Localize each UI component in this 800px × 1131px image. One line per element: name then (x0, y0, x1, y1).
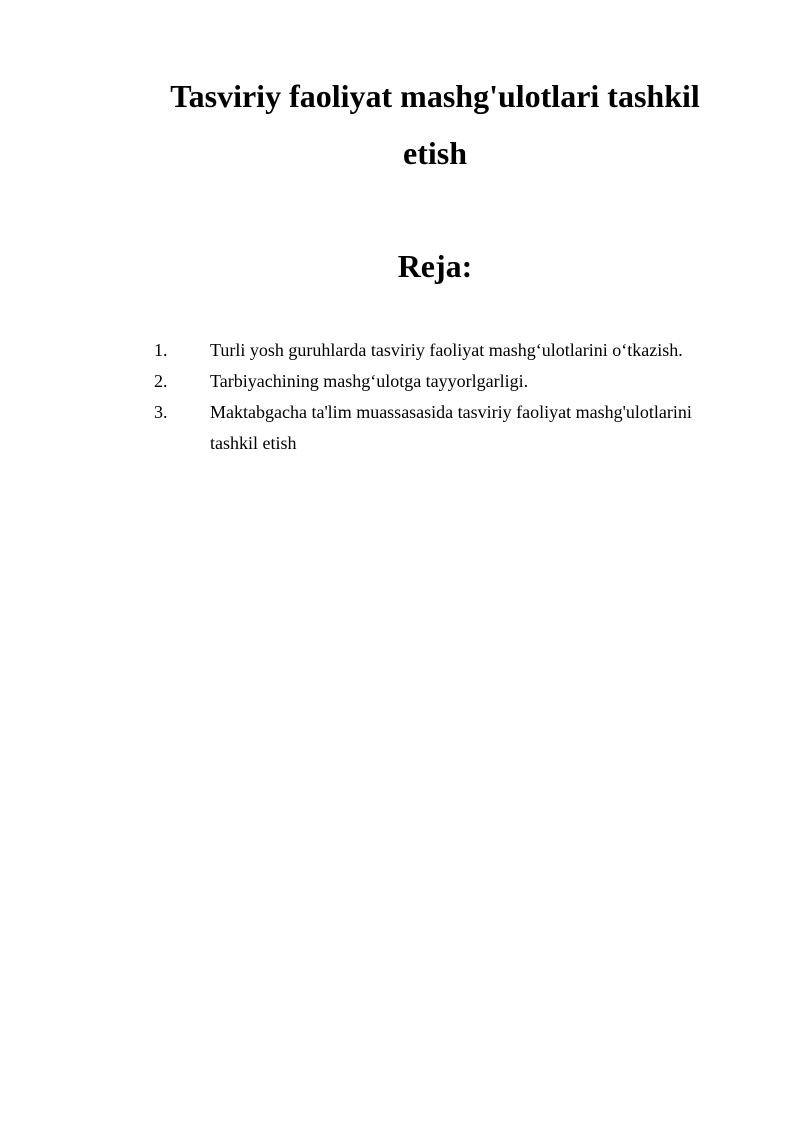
plan-list (154, 335, 744, 459)
plan-item-number: 3. (154, 402, 168, 422)
plan-item-2 (154, 366, 744, 397)
plan-item-number: 1. (154, 340, 168, 360)
document-title-line-1: Tasviriy faoliyat mashg'ulotlari tashkil (170, 78, 700, 114)
plan-item-text: Turli yosh guruhlarda tasviriy faoliyat mashg‘ulotlarini o‘tkazish. (210, 340, 683, 360)
plan-item-1 (154, 335, 744, 366)
plan-item-text: Tarbiyachining mashg‘ulotga tayyorlgarligi. (210, 371, 529, 391)
plan-item-number: 2. (154, 371, 168, 391)
plan-heading: Reja: (397, 248, 473, 284)
plan-item-text: Maktabgacha ta'lim muassasasida tasviriy faoliyat mashg'ulotlarini tashkil etish (210, 402, 692, 453)
plan-item-3 (154, 397, 744, 459)
document-title-line-2: etish (403, 135, 467, 171)
